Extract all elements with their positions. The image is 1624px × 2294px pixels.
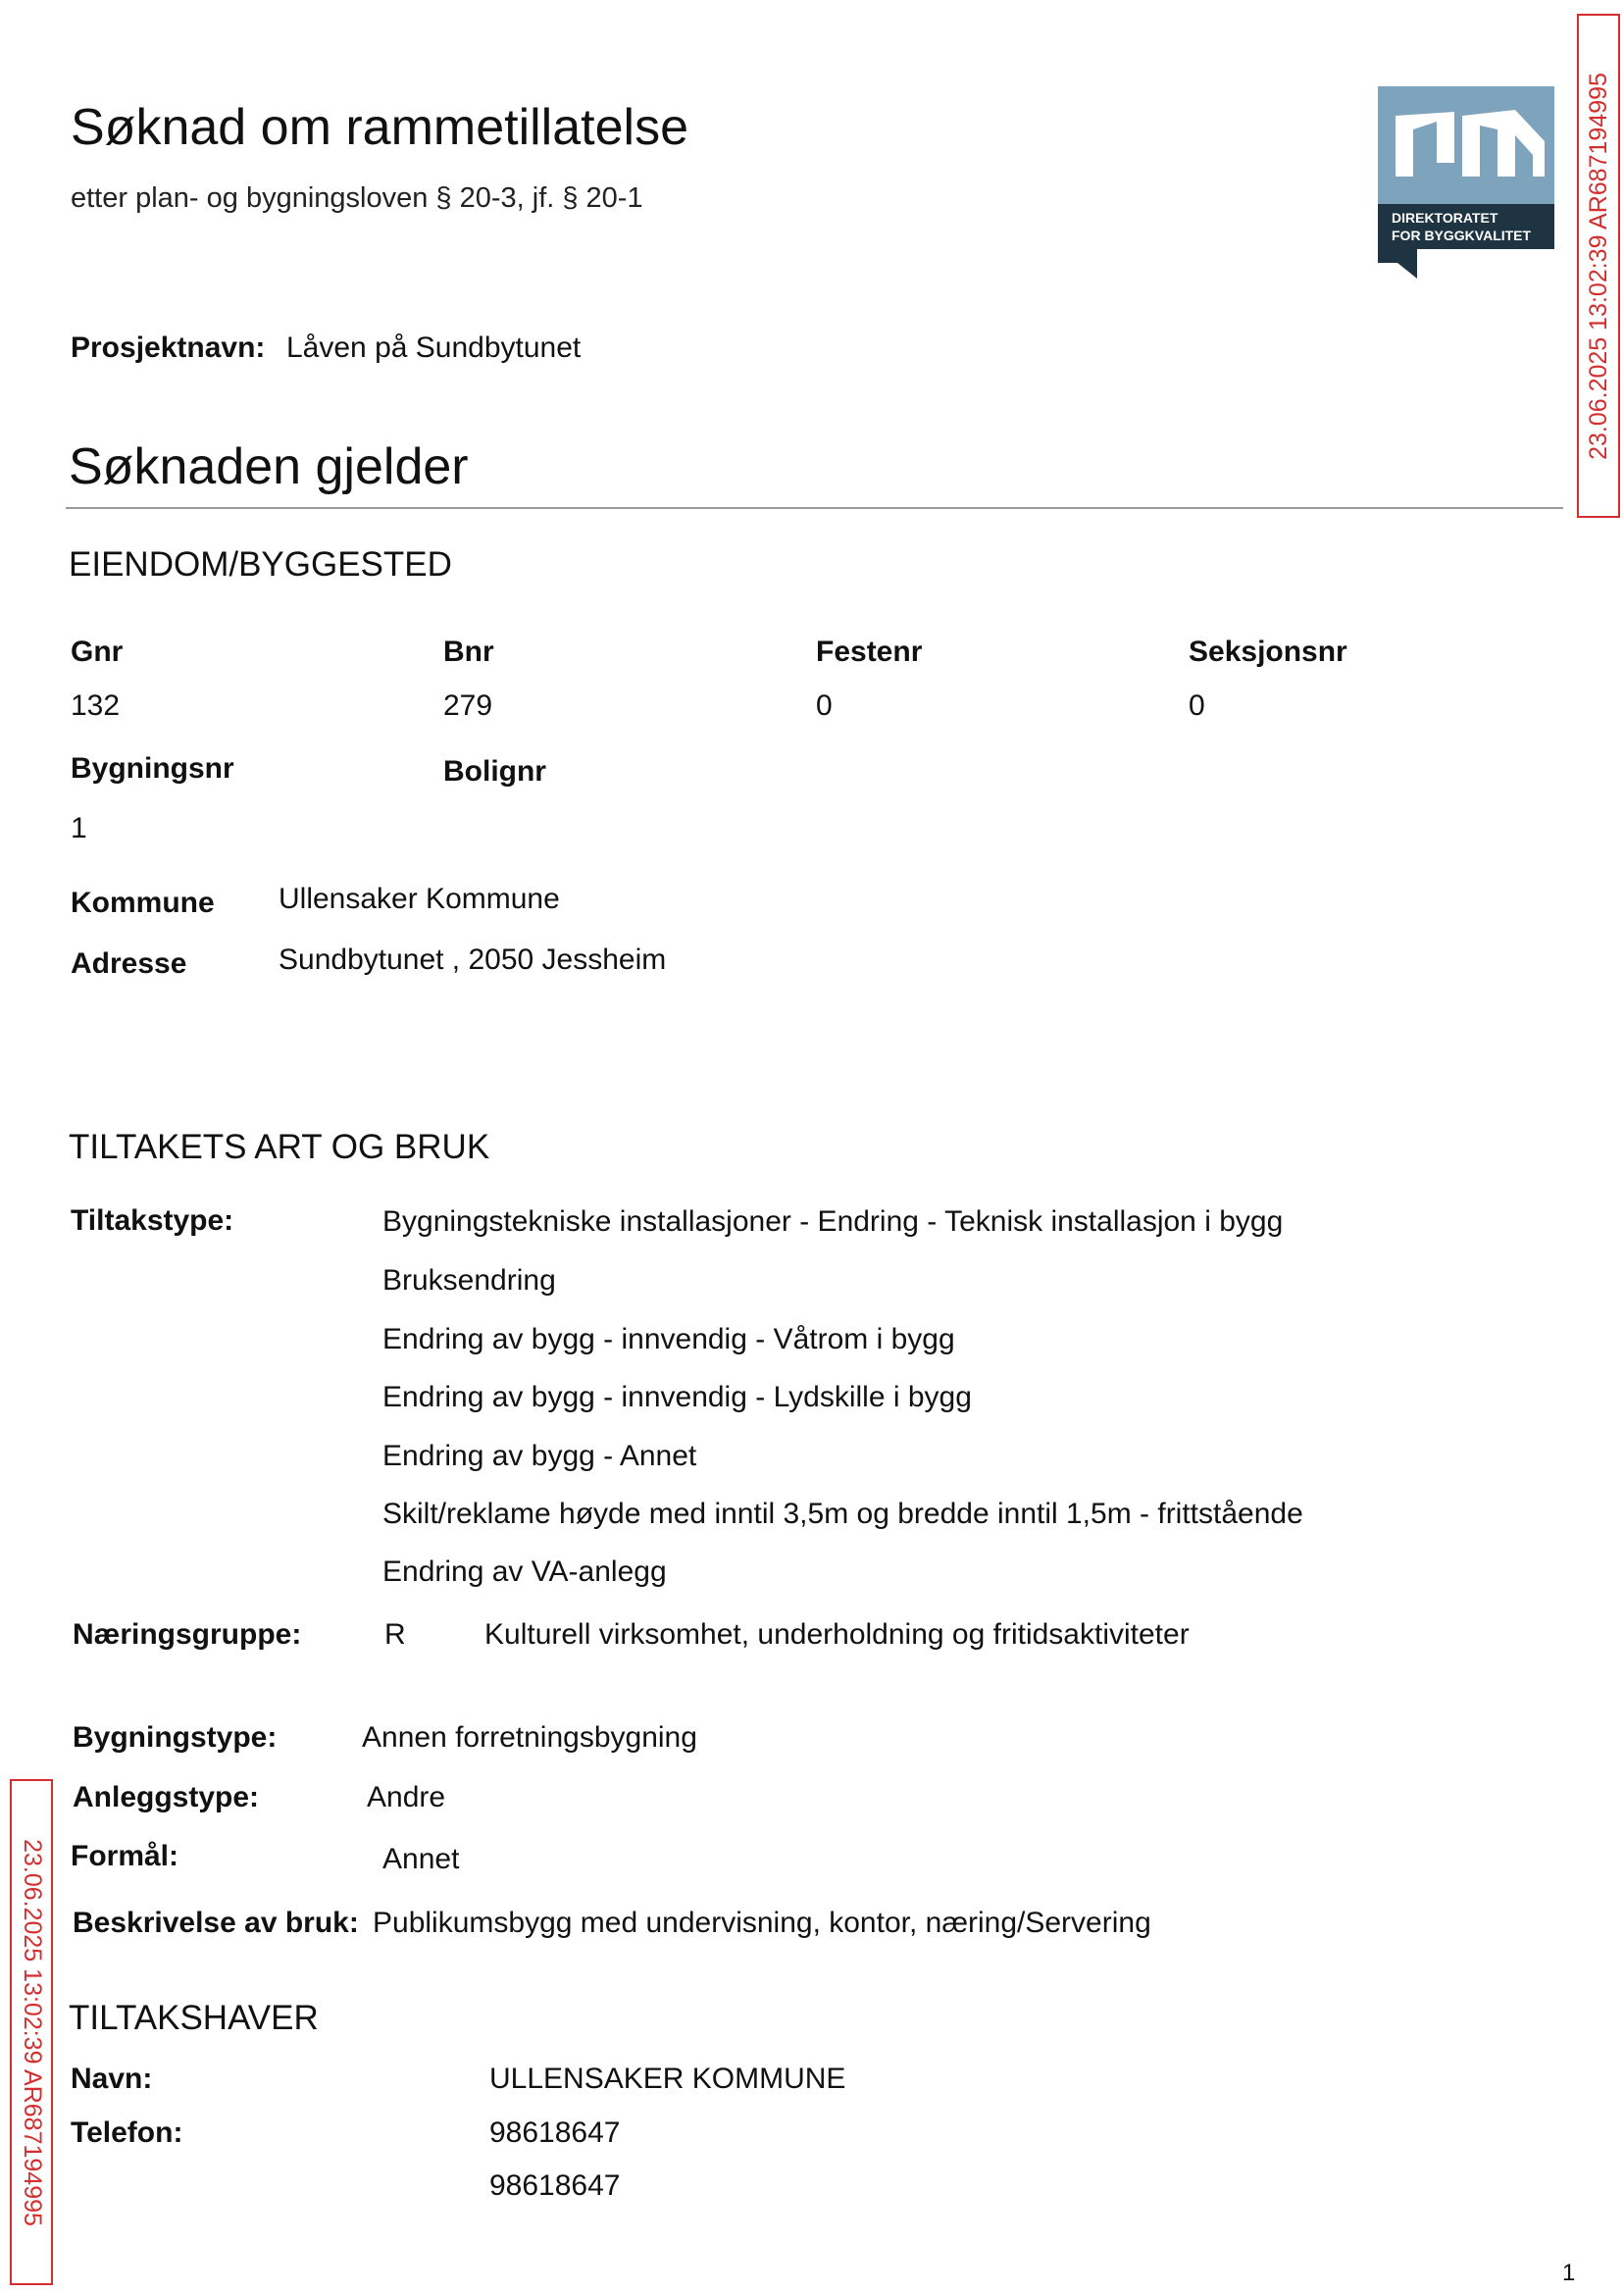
dibk-logo: [1378, 86, 1554, 279]
naeringsgruppe-label: Næringsgruppe:: [73, 1618, 302, 1651]
telefon-value: 98618647: [489, 2116, 621, 2149]
naeringsgruppe-code: R: [384, 1618, 406, 1651]
bolignr-label: Bolignr: [443, 755, 546, 788]
bygningsnr-value: 1: [71, 812, 87, 844]
logo-tail: [1378, 249, 1417, 279]
telefon-label: Telefon:: [71, 2116, 183, 2149]
festenr-value: 0: [816, 689, 833, 722]
timestamp-stamp-text: 23.06.2025 13:02:39 AR687194995: [18, 1838, 46, 2226]
tiltakstype-item: Skilt/reklame høyde med inntil 3,5m og bredde inntil 1,5m - frittstående: [382, 1498, 1303, 1530]
kommune-label: Kommune: [71, 887, 215, 919]
beskrivelse-value: Publikumsbygg med undervisning, kontor, næring/Servering: [373, 1907, 1151, 1939]
owner-heading: TILTAKSHAVER: [69, 1999, 319, 2037]
tiltakstype-item: Bruksendring: [382, 1264, 556, 1297]
tiltakstype-item: Bygningstekniske installasjoner - Endring - Teknisk installasjon i bygg: [382, 1205, 1284, 1238]
festenr-label: Festenr: [816, 636, 923, 668]
adresse-value: Sundbytunet , 2050 Jessheim: [279, 943, 667, 976]
logo-text-1: DIREKTORATET: [1392, 210, 1498, 226]
page-number: 1: [1562, 2260, 1576, 2286]
seksjonsnr-value: 0: [1189, 689, 1205, 722]
kommune-value: Ullensaker Kommune: [279, 883, 560, 915]
formal-value: Annet: [382, 1843, 460, 1875]
timestamp-stamp-top: [1577, 14, 1620, 518]
project-name-value: Låven på Sundbytunet: [286, 331, 582, 364]
gnr-value: 132: [71, 689, 121, 722]
section-heading: Søknaden gjelder: [69, 438, 469, 495]
bygningstype-label: Bygningstype:: [73, 1721, 278, 1754]
anleggstype-value: Andre: [367, 1781, 446, 1813]
bnr-value: 279: [443, 689, 493, 722]
project-name-label: Prosjektnavn:: [71, 331, 266, 364]
navn-value: ULLENSAKER KOMMUNE: [489, 2063, 846, 2095]
measure-heading: TILTAKETS ART OG BRUK: [69, 1128, 490, 1166]
adresse-label: Adresse: [71, 947, 187, 980]
tiltakstype-item: Endring av bygg - Annet: [382, 1440, 697, 1472]
document-title: Søknad om rammetillatelse: [71, 99, 688, 156]
tiltakstype-label: Tiltakstype:: [71, 1204, 234, 1237]
bygningsnr-label: Bygningsnr: [71, 752, 234, 785]
timestamp-stamp-bottom: [10, 1779, 53, 2285]
bnr-label: Bnr: [443, 636, 494, 668]
tiltakstype-item: Endring av bygg - innvendig - Våtrom i bygg: [382, 1323, 955, 1355]
timestamp-stamp-text: 23.06.2025 13:02:39 AR687194995: [1584, 72, 1612, 460]
seksjonsnr-label: Seksjonsnr: [1189, 636, 1347, 668]
document-subtitle: etter plan- og bygningsloven § 20-3, jf. § 20-1: [71, 182, 643, 214]
bygningstype-value: Annen forretningsbygning: [362, 1721, 697, 1754]
beskrivelse-label: Beskrivelse av bruk:: [73, 1907, 359, 1939]
logo-text-2: FOR BYGGKVALITET: [1392, 228, 1532, 243]
gnr-label: Gnr: [71, 636, 124, 668]
navn-label: Navn:: [71, 2063, 153, 2095]
formal-label: Formål:: [71, 1840, 179, 1872]
naeringsgruppe-value: Kulturell virksomhet, underholdning og fritidsaktiviteter: [484, 1618, 1190, 1651]
anleggstype-label: Anleggstype:: [73, 1781, 260, 1813]
property-heading: EIENDOM/BYGGESTED: [69, 545, 452, 584]
section-divider: [66, 507, 1563, 509]
tiltakstype-item: Endring av bygg - innvendig - Lydskille i bygg: [382, 1381, 972, 1413]
telefon-value: 98618647: [489, 2169, 621, 2202]
tiltakstype-item: Endring av VA-anlegg: [382, 1555, 667, 1588]
